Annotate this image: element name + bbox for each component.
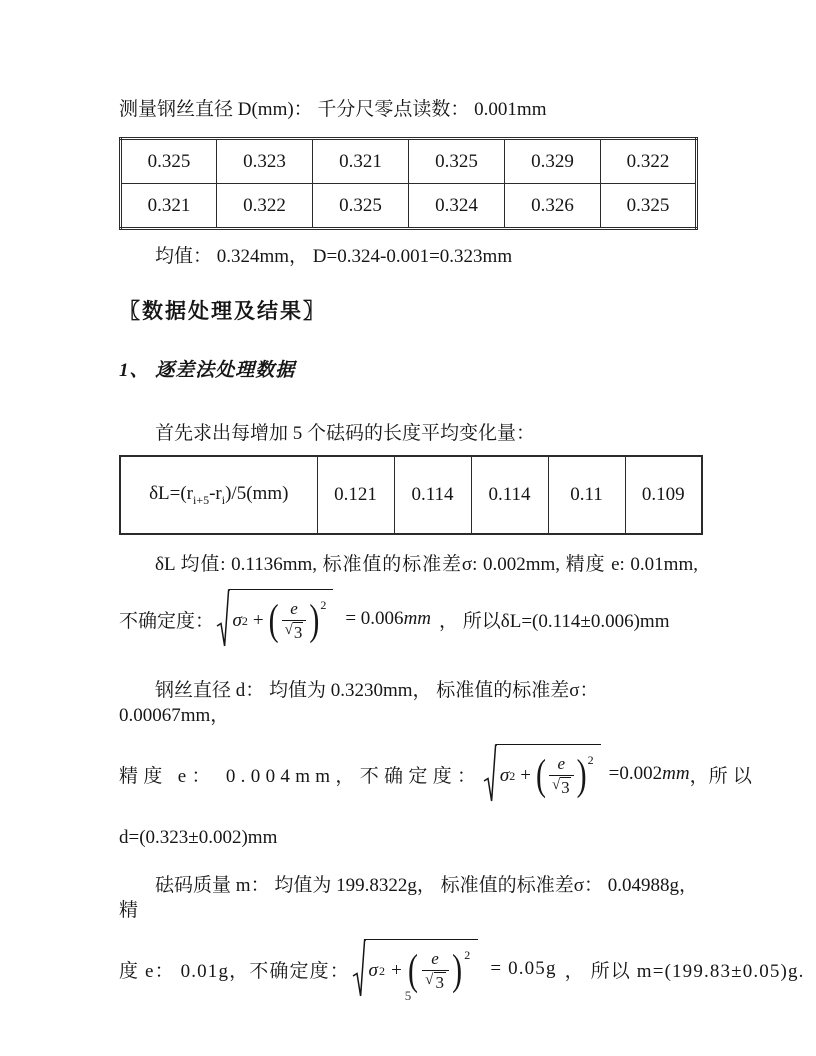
result-unit: g [545, 958, 557, 979]
plus-sign: + [252, 609, 264, 631]
table-cell: 0.325 [601, 184, 697, 229]
radicand: σ 2 + ( e √ 3 ) 2 [364, 939, 478, 999]
fraction-numerator: e [557, 753, 566, 773]
sqrt-with-result [481, 744, 689, 804]
table-cell: 0.325 [409, 139, 505, 184]
table-row [121, 139, 697, 184]
table-cell: 0.321 [313, 139, 409, 184]
d-result-line: d=(0.323±0.002)mm [119, 827, 278, 848]
formula-subscript: i [221, 492, 226, 507]
section-heading: 〖数据处理及结果〗 [119, 299, 326, 323]
table-cell: 0.326 [505, 184, 601, 229]
delta-l-formula-cell [120, 456, 317, 534]
formula-result [490, 958, 556, 980]
right-paren: ) [576, 750, 587, 799]
fraction-denominator [282, 620, 307, 643]
radicand: σ 2 + ( e √ 3 ) 2 [496, 744, 601, 804]
plus-sign: + [520, 764, 531, 786]
paren-group [535, 750, 594, 799]
precision-segment: 精度 e： 0.004mm， [119, 765, 360, 787]
table-cell: 0.114 [394, 456, 471, 534]
mean-line: 均值： 0.324mm， D=0.324-0.001=0.323mm [155, 246, 513, 267]
table-cell: 0.321 [121, 184, 217, 229]
formula-result [345, 608, 431, 630]
comma: ， [689, 765, 709, 787]
table-cell: 0.324 [409, 184, 505, 229]
fraction-numerator: e [290, 598, 298, 618]
left-paren: ( [268, 595, 279, 644]
result-unit: mm [662, 763, 690, 784]
paren-group [407, 945, 472, 994]
result-unit: mm [403, 608, 432, 629]
formula-part: δL=(r [149, 482, 193, 504]
fraction [422, 949, 449, 992]
right-paren: ) [309, 595, 320, 644]
sigma-symbol: σ [499, 764, 510, 786]
formula-conclusion: 所以 [708, 765, 758, 787]
outer-exponent: 2 [587, 752, 594, 767]
formula-label: 不确定度： [359, 765, 482, 787]
table-cell: 0.114 [471, 456, 548, 534]
root-three: 3 [293, 622, 303, 642]
radical-sign: √ [551, 776, 561, 793]
fraction-numerator: e [431, 948, 440, 968]
right-paren: ) [452, 945, 464, 994]
uncertainty-formula-line-1 [119, 589, 698, 649]
sqrt-expression [216, 589, 333, 649]
radicand: σ 2 + ( e √ 3 ) 2 [229, 589, 334, 649]
table-cell: 0.325 [313, 184, 409, 229]
page-number: 5 [404, 988, 412, 1003]
fraction [282, 599, 307, 642]
formula-conclusion: ， 所以 m=(199.83±0.05)g. [564, 960, 805, 982]
radical-sign: √ [284, 621, 293, 638]
subsection-heading: 1、 逐差法处理数据 [119, 360, 296, 381]
table-cell: 0.322 [601, 139, 697, 184]
wire-diameter-stats: 钢丝直径 d： 均值为 0.3230mm， 标准值的标准差σ： 0.00067mm， [119, 680, 599, 726]
table2-intro: 首先求出每增加 5 个砝码的长度平均变化量： [155, 423, 536, 444]
root-three: 3 [561, 777, 570, 797]
sqrt-expression [483, 744, 600, 804]
formula-label: 不确定度： [249, 960, 350, 982]
table-cell: 0.11 [548, 456, 625, 534]
outer-exponent: 2 [320, 597, 327, 612]
fraction [549, 754, 574, 797]
result-value: =0.002 [608, 763, 663, 784]
fraction-denominator [549, 775, 574, 798]
root-three: 3 [435, 972, 446, 992]
table-cell: 0.325 [121, 139, 217, 184]
table-cell: 0.322 [217, 184, 313, 229]
formula-label: 不确定度： [119, 610, 215, 632]
formula-part: )/5(mm) [225, 482, 289, 504]
formula-part: -r [209, 482, 222, 504]
left-paren: ( [535, 750, 546, 799]
wire-diameter-table [119, 137, 698, 230]
paren-group [268, 595, 327, 644]
intro-line: 测量钢丝直径 D(mm)： 千分尺零点读数： 0.001mm [119, 99, 547, 120]
formula-result [609, 763, 690, 785]
precision-segment: 度 e： 0.01g， [119, 960, 250, 982]
left-paren: ( [407, 945, 420, 994]
result-value: = 0.006 [345, 608, 404, 629]
table-cell: 0.109 [625, 456, 702, 534]
plus-sign: + [391, 959, 403, 981]
formula-subscript: i+5 [193, 492, 210, 507]
delta-l-table [119, 455, 703, 535]
sigma-symbol: σ [368, 959, 379, 981]
outer-exponent: 2 [464, 947, 472, 962]
formula-conclusion: ， 所以δL=(0.114±0.006)mm [439, 610, 670, 632]
result-value: = 0.05 [490, 958, 546, 979]
mass-stats: 砝码质量 m： 均值为 199.8322g， 标准值的标准差σ： 0.04988g， 精 [119, 875, 698, 921]
table-row [121, 184, 697, 229]
uncertainty-formula-line-2 [119, 744, 758, 804]
radical-sign: √ [425, 971, 435, 988]
table-cell: 0.121 [317, 456, 394, 534]
sigma-symbol: σ [232, 609, 242, 631]
table-row [120, 456, 702, 534]
table-cell: 0.323 [217, 139, 313, 184]
delta-l-stats: δL 均值: 0.1136mm, 标准值的标准差σ: 0.002mm, 精度 e: 0.01mm, [155, 554, 698, 575]
table-cell: 0.329 [505, 139, 601, 184]
